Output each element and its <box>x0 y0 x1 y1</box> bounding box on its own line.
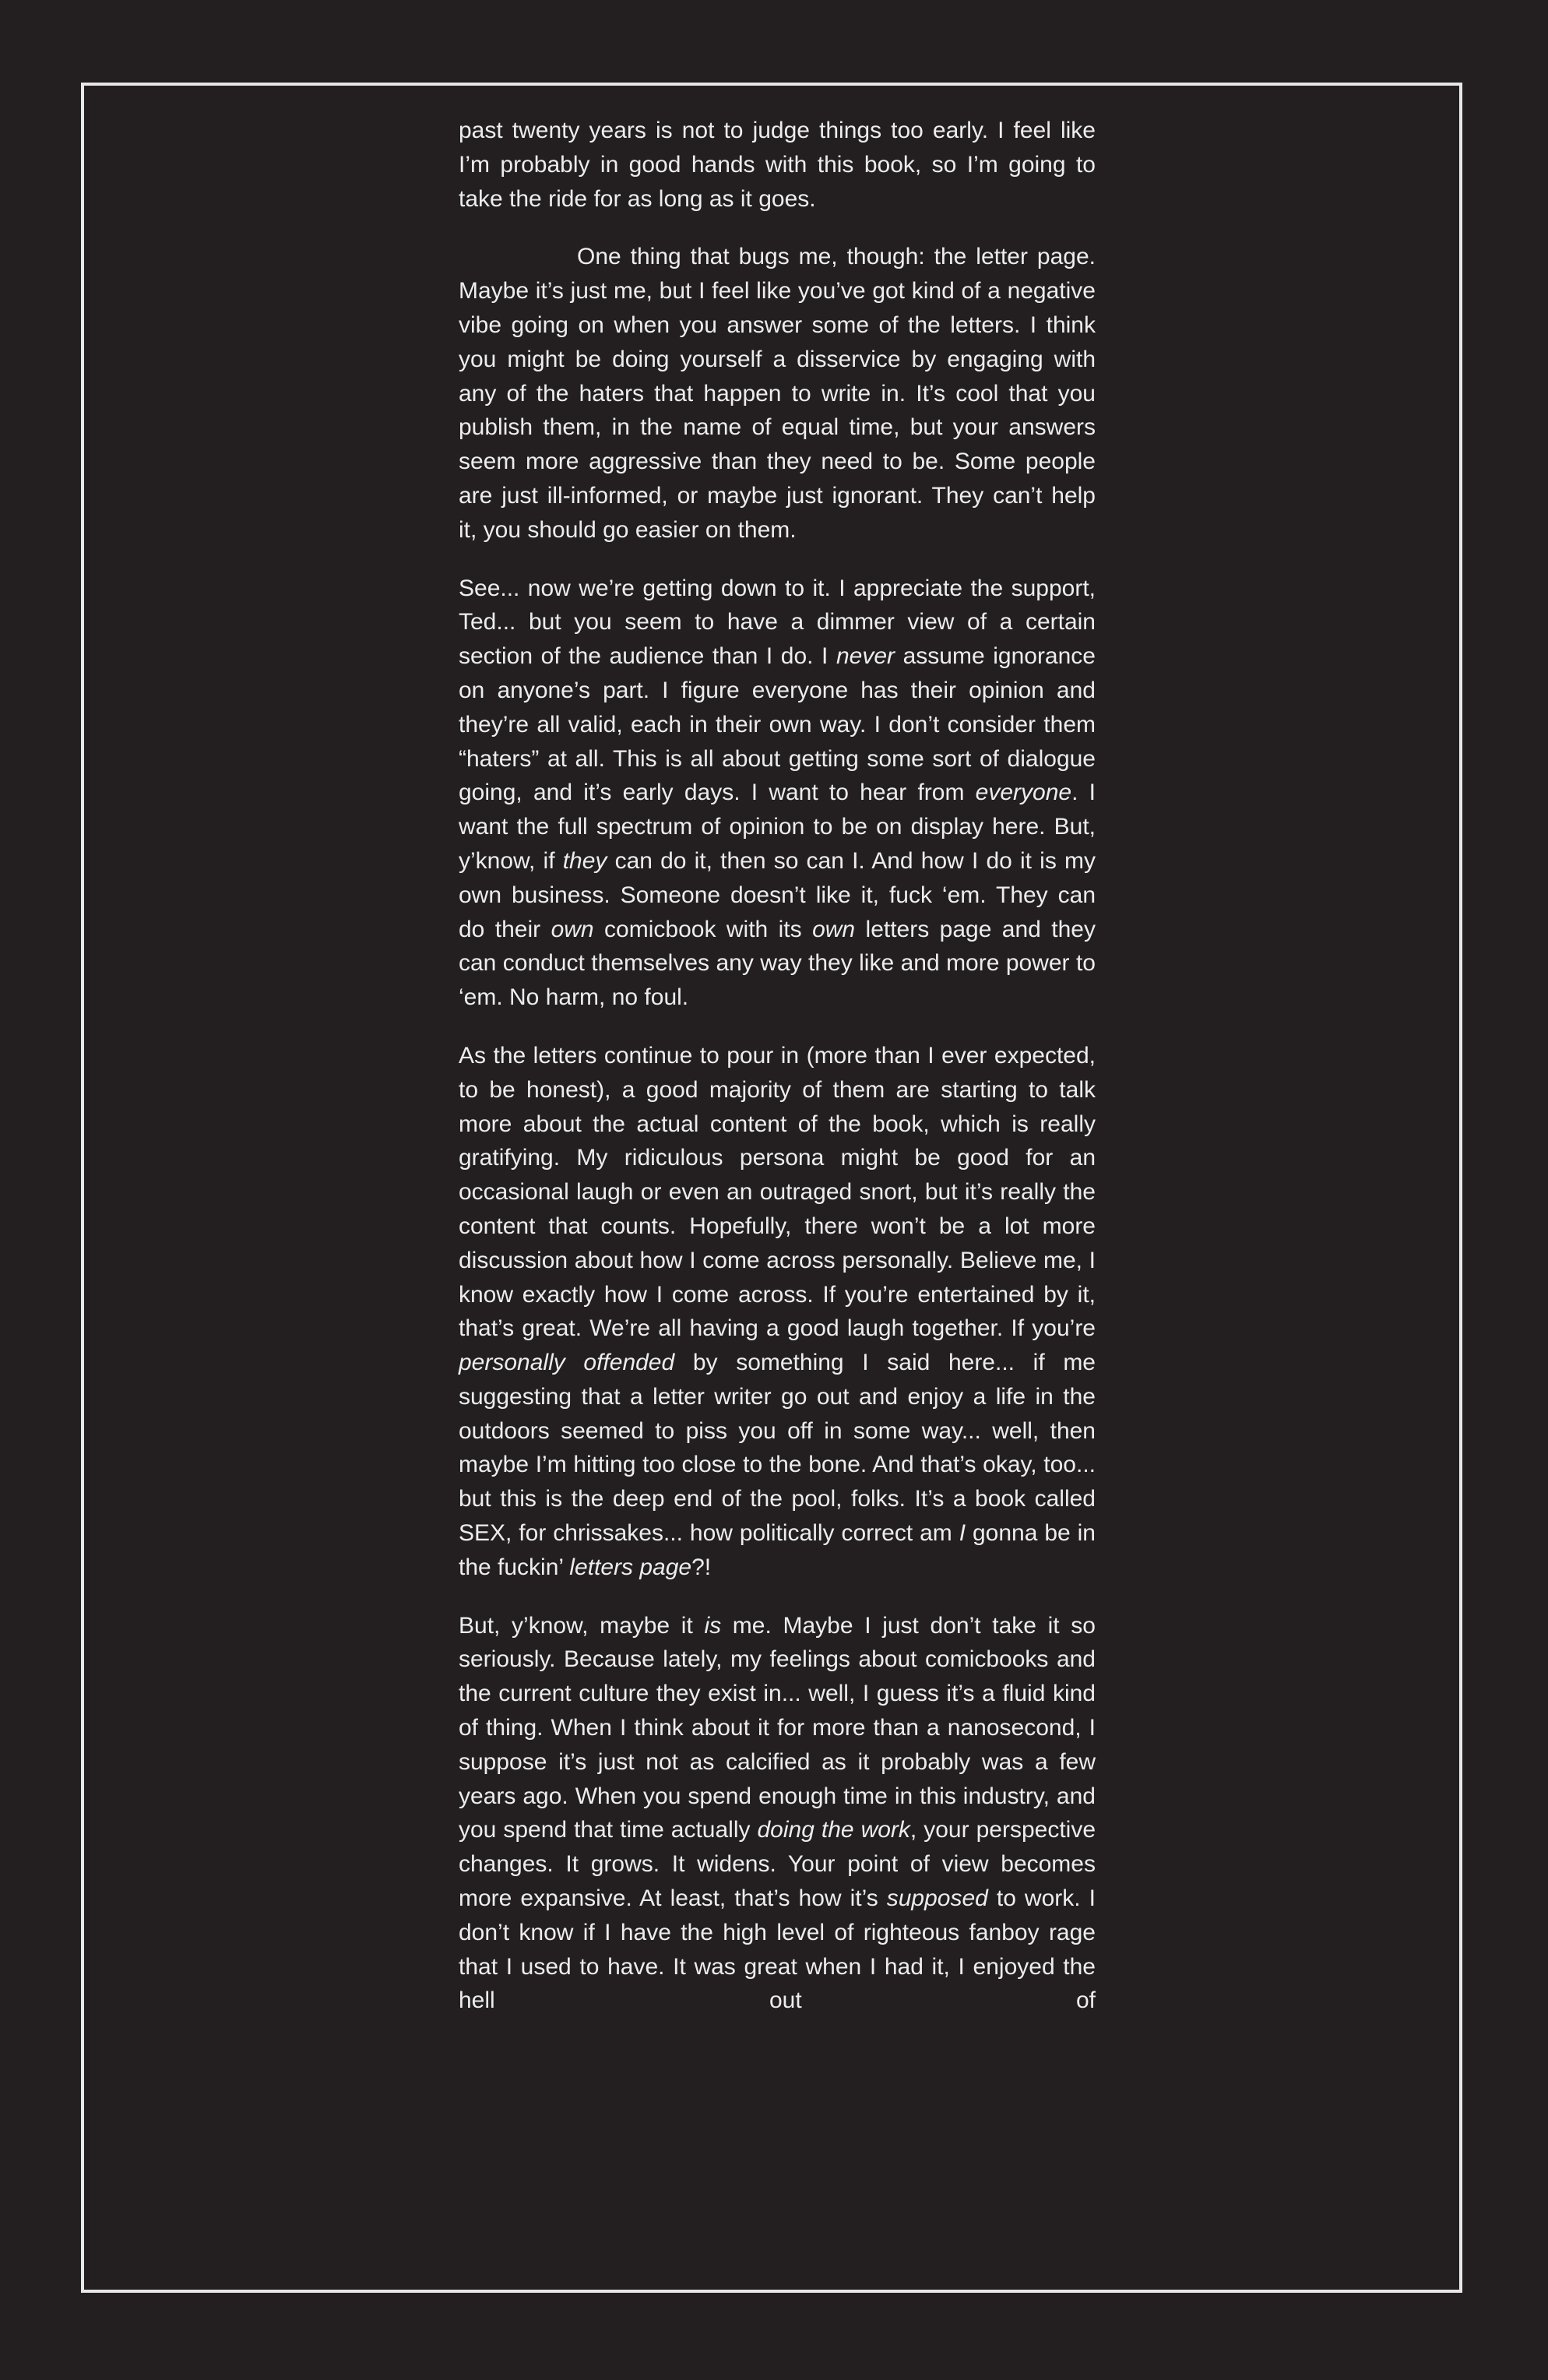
paragraph-5 <box>459 1609 1096 2019</box>
letters-column <box>459 114 1096 2018</box>
text-run: by something I said here... if me suggesting that a letter writer go out and enjoy a life in the outdoors seemed to piss you off in some way... well, then maybe I’m hitting too close to the bone. And that’s okay, too... but this is the deep end of the pool, folks. It’s a book called SEX, for chrissakes... how politically correct am <box>459 1350 1096 1547</box>
italic-text-run: everyone <box>975 780 1072 806</box>
text-run: One thing that bugs me, though: the letter page. Maybe it’s just me, but I feel like you’ve got kind of a negative vibe going on when you answer some of the letters. I think you might be doing yourself a disservice by engaging with any of the haters that happen to write in. It’s cool that you publish them, in the name of equal time, but your answers seem more aggressive than they need to be. Some people are just ill-informed, or maybe just ignorant. They can’t help it, you should go easier on them. <box>459 244 1096 543</box>
italic-text-run: letters page <box>569 1554 692 1580</box>
italic-text-run: supposed <box>886 1885 988 1912</box>
italic-text-run: own <box>551 916 594 942</box>
text-run: letters page and they can conduct themselves any way they like and more power to ‘em. No harm, no foul. <box>459 916 1096 1011</box>
text-run: As the letters continue to pour in (more than I ever expected, to be honest), a good majority of them are starting to talk more about the actual content of the book, which is really gratifying. My ridiculous persona might be good for an occasional laugh or even an outraged snort, but it’s really the content that counts. Hopefully, there won’t be a lot more discussion about how I come across personally. Believe me, I know exactly how I come across. If you’re entertained by it, that’s great. We’re all having a good laugh together. If you’re <box>459 1042 1096 1342</box>
text-run: But, y’know, maybe it <box>459 1612 705 1639</box>
italic-text-run: own <box>812 916 856 942</box>
text-run: comicbook with its <box>593 916 813 942</box>
paragraph-1 <box>459 114 1096 216</box>
text-run: me. Maybe I just don’t take it so seriously. Because lately, my feelings about comicbooks and the current culture they exist in... well, I guess it’s a fluid kind of thing. When I think about it for more than a nanosecond, I suppose it’s just not as calcified as it probably was a few years ago. When you spend enough time in this industry, and you spend that time actually <box>459 1612 1096 1843</box>
text-run: past twenty years is not to judge things too early. I feel like I’m probably in good hands with this book, so I’m going to take the ride for as long as it goes. <box>459 118 1096 212</box>
italic-text-run: is <box>704 1612 722 1639</box>
italic-text-run: they <box>562 847 607 874</box>
text-run: See... now we’re getting down to it. I appreciate the support, Ted... but you seem to have a dimmer view of a certain section of the audience than I do. I <box>459 575 1096 670</box>
text-run: . I want the full spectrum of opinion to be on display here. But, y’know, if <box>459 780 1096 874</box>
text-run: gonna be in the fuckin’ <box>459 1520 1096 1580</box>
paragraph-3-editor-reply <box>459 572 1096 1015</box>
text-run: to work. I don’t know if I have the high level of righteous fanboy rage that I used to have. It was great when I had it, I enjoyed the hell out of <box>459 1885 1096 2014</box>
italic-text-run: never <box>836 643 895 670</box>
text-run: , your perspective changes. It grows. It widens. Your point of view becomes more expansive. At least, that’s how it’s <box>459 1817 1096 1912</box>
italic-text-run: I <box>959 1520 966 1547</box>
text-run: ?! <box>691 1554 712 1580</box>
italic-text-run: doing the work <box>757 1817 910 1843</box>
italic-text-run: personally offended <box>459 1350 675 1376</box>
paragraph-4 <box>459 1039 1096 1585</box>
text-run: assume ignorance on anyone’s part. I figure everyone has their opinion and they’re all valid, each in their own way. I don’t consider them “haters” at all. This is all about getting some sort of dialogue going, and it’s early days. I want to hear from <box>459 643 1096 806</box>
text-run: can do it, then so can I. And how I do it is my own business. Someone doesn’t like it, fuck ‘em. They can do their <box>459 847 1096 942</box>
paragraph-2-reader-letter <box>459 240 1096 547</box>
